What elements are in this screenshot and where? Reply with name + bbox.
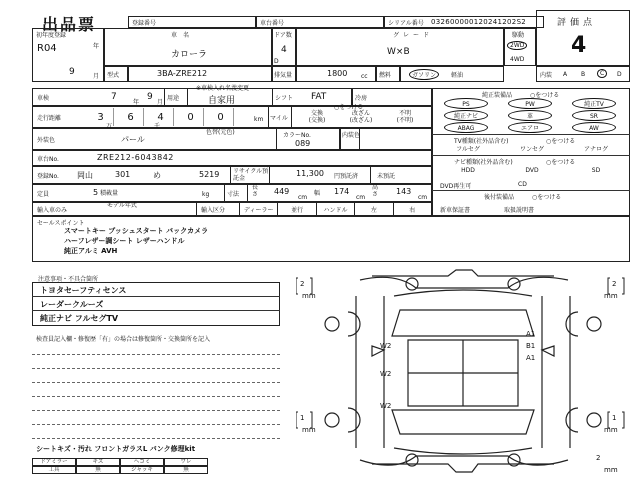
- color-change-label: 色替(元色): [206, 129, 235, 136]
- note-line-3: 純正ナビ フルセグTV: [40, 314, 119, 323]
- equipment-note: ○をつける: [530, 92, 560, 99]
- unpaid-label: 未預託: [377, 173, 396, 180]
- width-value: 174: [334, 187, 350, 196]
- mileage-digit: 4: [148, 108, 174, 126]
- color-no-label: カラーNo.: [283, 132, 311, 139]
- import-kind-option: ディーラー: [240, 202, 278, 216]
- exterior-color-value: パール: [121, 135, 145, 144]
- inner-color-cell: [340, 128, 360, 150]
- car-name-box: [104, 28, 272, 66]
- plate-region: 岡山: [77, 171, 93, 180]
- cc-label: 排気量: [274, 72, 293, 79]
- legend-header: ワレ: [164, 458, 208, 466]
- equipment-item: SR: [572, 110, 616, 121]
- use-value: 自家用: [208, 96, 236, 106]
- mileage-unit-km: km: [254, 116, 264, 123]
- cc-value-cell: [296, 66, 376, 82]
- import-kind-option: ハンドル: [317, 202, 355, 216]
- legend-header: ヘコミ: [120, 458, 164, 466]
- damage-mark: W2: [380, 402, 392, 410]
- tv-item: フルセグ: [456, 146, 480, 153]
- registration-field: [128, 16, 256, 28]
- import-kind-label-cell: [196, 202, 240, 216]
- note-line-1: トヨタセーフティセンス: [40, 286, 127, 295]
- tire-depth-front-right: 2: [612, 280, 617, 288]
- equipment-item: 革: [508, 110, 552, 121]
- mile-option-label: 交換: [310, 110, 323, 117]
- inspection-year: 7: [111, 92, 117, 102]
- fuel-diesel: 軽油: [451, 72, 464, 79]
- mm-unit-1: mm: [302, 292, 316, 300]
- shift-value: FAT: [311, 92, 327, 102]
- recycle-label-cell: [230, 166, 270, 184]
- inner-grade-c: C: [597, 69, 607, 78]
- plate-class: 301: [115, 170, 131, 179]
- color-no-cell: [276, 128, 340, 150]
- equipment-title: 純正装備品: [482, 92, 513, 99]
- inspection-year-unit: 年: [133, 99, 140, 106]
- mileage-digit: 3: [88, 108, 114, 126]
- unpaid-cell: [370, 166, 432, 184]
- chassis-no-label: 車台No.: [37, 156, 59, 163]
- capacity-value: 5: [93, 188, 99, 197]
- tv-title: TV種類(社外品含む): [454, 138, 509, 145]
- grade-box: [296, 28, 504, 66]
- equipment-item: エアロ: [508, 122, 552, 133]
- tv-grid: [434, 144, 628, 154]
- inspector-ruled-line: [32, 382, 280, 383]
- import-label: 輸入車のみ: [37, 207, 68, 214]
- equipment-item: ABAG: [444, 122, 488, 133]
- mm-unit-5: mm: [604, 466, 618, 474]
- recycle-unit: 円預託済: [334, 173, 359, 180]
- dvd-label: DVD再生可: [440, 183, 472, 190]
- mile-option: [340, 110, 382, 124]
- damage-mark: B1: [526, 342, 536, 350]
- legend-value: 工具: [32, 466, 76, 474]
- load-unit: kg: [202, 191, 210, 198]
- navi-item: SD: [591, 167, 601, 174]
- equipment-item: 純正ナビ: [444, 110, 488, 121]
- mileage-unit-sen: 千: [154, 123, 161, 130]
- tv-item: アナログ: [583, 146, 608, 153]
- fuel-gasoline: ガソリン: [409, 69, 439, 80]
- load-label: 積載量: [100, 190, 119, 197]
- drive-4wd: 4WD: [510, 56, 525, 63]
- tire-depth-front-left: 2: [300, 280, 305, 288]
- inspection-label: 車検: [37, 95, 50, 102]
- notes-label: 注意事項・不具合箇所: [38, 276, 99, 283]
- inner-grade-d: D: [617, 71, 622, 78]
- note-line-2: レーダークルーズ: [40, 300, 104, 309]
- legend-header: ドアミラー: [32, 458, 76, 466]
- drive-label: 駆動: [512, 32, 525, 39]
- rear-item-1: 新車保証書: [440, 207, 471, 214]
- mile-option: [296, 110, 338, 124]
- car-name-value: カローラ: [171, 50, 208, 60]
- cd-label: CD: [518, 181, 527, 188]
- dimension-label: 寸法: [227, 191, 240, 198]
- dimension-label-cell: [224, 184, 248, 202]
- year-unit: 年: [93, 43, 100, 50]
- equipment-item: PW: [508, 98, 552, 109]
- mile-label: マイル: [270, 115, 288, 122]
- rear-title: 後付装備品: [484, 194, 515, 201]
- plate-number: 5219: [199, 170, 220, 179]
- legend-value: 無: [164, 466, 208, 474]
- navi-note: ○をつける: [546, 159, 576, 166]
- mile-option-label: 改ざん: [351, 110, 370, 117]
- grade-label: グレード: [393, 32, 434, 39]
- cc-unit: cc: [361, 73, 368, 80]
- model-value: 3BA-ZRE212: [157, 69, 208, 78]
- recycle-label: リサイクル預託金: [233, 168, 269, 182]
- mileage-label: 走行距離: [37, 115, 62, 122]
- grade-value: W×B: [387, 47, 410, 57]
- inspection-month: 9: [147, 92, 153, 102]
- drive-2wd: 2WD: [507, 41, 527, 50]
- length-label: 長さ: [252, 184, 259, 198]
- fuel-label: 燃料: [379, 72, 392, 79]
- legend-table: [32, 458, 208, 474]
- width-label: 幅: [314, 190, 321, 197]
- model-value-cell: [128, 66, 272, 82]
- inner-color-label: 内装色: [342, 132, 361, 139]
- inner-grade-cell: [536, 66, 630, 82]
- mile-cell: [268, 106, 292, 128]
- navi-item: HDD: [461, 167, 475, 174]
- import-kind-option: 並行: [278, 202, 316, 216]
- damage-mark: W2: [380, 370, 392, 378]
- inner-grade-a: A: [563, 71, 568, 78]
- serial-field: [384, 16, 544, 28]
- equipment-item: PS: [444, 98, 488, 109]
- inspector-ruled-line: [32, 396, 280, 397]
- model-label-cell: [104, 66, 128, 82]
- inspector-bottom-line: シートキズ・汚れ フロントガラスL バンク修理kit: [36, 445, 196, 453]
- inspector-ruled-line: [32, 424, 280, 425]
- doors-unit: D: [274, 58, 279, 65]
- mm-unit-2: mm: [604, 292, 618, 300]
- rear-note: ○をつける: [532, 194, 562, 201]
- chassis-row: [32, 150, 432, 166]
- registration-label: 登録番号: [132, 20, 157, 27]
- first-registration-box: [32, 28, 104, 82]
- sales-point-line-3: 純正アルミ AVH: [64, 247, 118, 255]
- equipment-item: AW: [572, 122, 616, 133]
- length-value: 449: [274, 187, 290, 196]
- import-kinds: [240, 202, 432, 216]
- mileage-unit-man: 万: [106, 123, 113, 130]
- tv-note: ○をつける: [546, 138, 576, 145]
- inspector-lines: [32, 342, 280, 442]
- tire-depth-rear-left: 1: [300, 414, 305, 422]
- inspector-ruled-line: [32, 354, 280, 355]
- import-kind-option: 左: [355, 202, 393, 216]
- first-registration-label: 初年度登録: [36, 32, 67, 39]
- plate-kana: め: [153, 171, 161, 180]
- recycle-value: 11,300: [296, 169, 324, 178]
- width-unit: cm: [356, 194, 366, 201]
- registration-year: R04: [37, 43, 57, 54]
- navi-grid: [434, 167, 628, 177]
- inner-grade-b: B: [581, 71, 586, 78]
- chassis-no-value: ZRE212-6043842: [97, 153, 174, 162]
- inspector-ruled-line: [32, 368, 280, 369]
- use-label: 用途: [167, 95, 180, 102]
- doors-value: 4: [281, 45, 287, 55]
- inspector-label: 検査員記入欄・修復歴「有」の場合は修復箇所・交換箇所を記入: [36, 336, 211, 343]
- page-title: 出品票: [42, 15, 97, 34]
- damage-mark: A1: [526, 354, 536, 362]
- mm-unit-3: mm: [302, 426, 316, 434]
- score-value: 4: [571, 33, 587, 58]
- model-year-label: モデル年式: [107, 202, 137, 209]
- use-label-cell: [164, 88, 188, 106]
- mm-unit-4: mm: [604, 426, 618, 434]
- mileage-digit: 6: [118, 108, 144, 126]
- doors-label: ドア数: [274, 32, 292, 39]
- inspector-ruled-line: [32, 410, 280, 411]
- length-unit: cm: [298, 194, 308, 201]
- height-label: 高さ: [372, 184, 379, 198]
- mile-option-sub: (不明): [396, 117, 414, 124]
- inner-grade-label: 内装: [540, 72, 553, 79]
- drive-box: [504, 28, 536, 66]
- mile-note: ○をつける: [334, 104, 364, 111]
- color-no-value: 089: [295, 139, 311, 148]
- month-unit: 月: [93, 73, 100, 80]
- navi-title: ナビ種類(社外品含む): [454, 159, 513, 166]
- inspection-month-unit: 月: [157, 99, 164, 106]
- tv-item: ワンセグ: [519, 146, 544, 153]
- import-kind-label: 輸入区分: [201, 207, 226, 214]
- height-value: 143: [396, 187, 412, 196]
- use-note: ※車検入れ名義変更: [196, 85, 250, 92]
- score-label: 評価点: [557, 18, 597, 28]
- inspector-ruled-line: [32, 438, 280, 439]
- legend-header: キズ: [76, 458, 120, 466]
- legend-value: 無: [76, 466, 120, 474]
- model-label: 型式: [107, 72, 120, 79]
- chassis-label: 車台番号: [260, 20, 285, 27]
- exterior-color-label: 外装色: [37, 137, 56, 144]
- fuel-label-cell: [376, 66, 400, 82]
- sales-points-label: セールスポイント: [37, 220, 85, 227]
- shift-label: シフト: [275, 95, 294, 102]
- tire-depth-spare: 2: [596, 454, 601, 462]
- damage-mark: A1: [526, 330, 536, 338]
- mile-option-sub: (交換): [308, 117, 326, 124]
- ac-label: 冷房: [355, 95, 368, 102]
- capacity-label: 定員: [37, 191, 50, 198]
- plate-label: 登録No.: [37, 173, 59, 180]
- fuel-options-cell: [400, 66, 504, 82]
- tire-depth-rear-right: 1: [612, 414, 617, 422]
- damage-mark: W2: [380, 342, 392, 350]
- sales-point-line-1: スマートキー プッシュスタート バックカメラ: [64, 227, 209, 235]
- legend-value: ジャッキ: [120, 466, 164, 474]
- mile-option-label: 不明: [398, 110, 411, 117]
- score-box: [536, 10, 630, 66]
- navi-item: DVD: [525, 167, 539, 174]
- damage-diagram: [296, 266, 630, 478]
- cc-value: 1800: [327, 69, 348, 78]
- serial-label: シリアル番号: [388, 20, 424, 27]
- cc-label-cell: [272, 66, 296, 82]
- registration-month: 9: [69, 67, 75, 77]
- mile-option: [384, 110, 426, 124]
- import-kind-option: 右: [394, 202, 432, 216]
- mileage-digit: 0: [208, 108, 234, 126]
- doors-box: [272, 28, 296, 66]
- equipment-item: 純正TV: [572, 98, 616, 109]
- mile-option-sub: (改ざん): [349, 117, 373, 124]
- sales-point-line-2: ハーフレザー調シート レザーハンドル: [64, 237, 185, 245]
- mileage-digit: 0: [178, 108, 204, 126]
- height-unit: cm: [418, 194, 428, 201]
- chassis-field: [256, 16, 384, 28]
- rear-item-2: 取扱説明書: [504, 207, 535, 214]
- equipment-grid: [434, 98, 628, 134]
- car-name-label: 車名: [171, 32, 196, 39]
- ac-cell: [352, 88, 432, 106]
- serial-value: 032600000120241202S2: [431, 18, 527, 26]
